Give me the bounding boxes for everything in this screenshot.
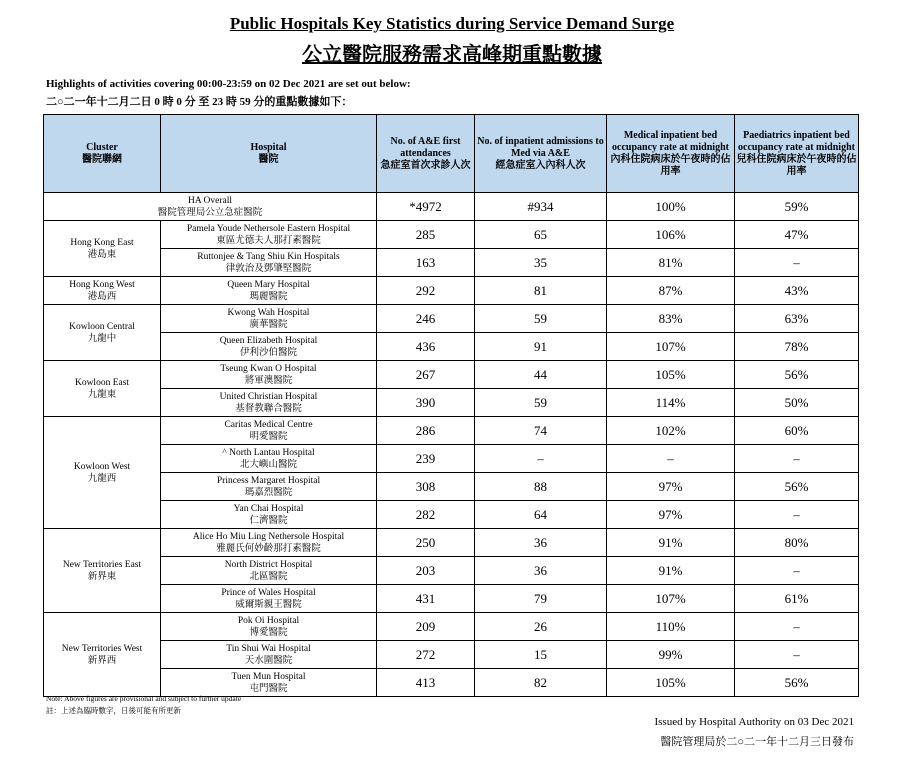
medical-rate-value: 110% [607,613,735,641]
table-row [44,501,859,529]
admissions-value: 15 [475,641,607,669]
paediatrics-rate-value: 56% [735,473,859,501]
paediatrics-rate-value: – [735,613,859,641]
overall-label: HA Overall 醫院管理局公立急症醫院 [44,193,377,221]
medical-rate-value: 97% [607,473,735,501]
medical-rate-value: 81% [607,249,735,277]
ae-value: 239 [377,445,475,473]
hospital-cell: Pok Oi Hospital 博愛醫院 [161,613,377,641]
header-hospital: Hospital 醫院 [161,115,377,193]
hospital-cell: Ruttonjee & Tang Shiu Kin Hospitals 律敦治及鄧肇堅醫院 [161,249,377,277]
hospital-cell: Caritas Medical Centre 明愛醫院 [161,417,377,445]
ae-value: 286 [377,417,475,445]
ae-value: 431 [377,585,475,613]
ae-value: 413 [377,669,475,697]
medical-rate-value: 102% [607,417,735,445]
paediatrics-rate-value: 56% [735,361,859,389]
medical-rate-value: 91% [607,557,735,585]
ae-value: 390 [377,389,475,417]
hospital-cell: ^ North Lantau Hospital 北大嶼山醫院 [161,445,377,473]
table-row [44,333,859,361]
hospital-cell: United Christian Hospital 基督教聯合醫院 [161,389,377,417]
table-row [44,529,859,557]
medical-rate-value: 107% [607,333,735,361]
ae-value: 436 [377,333,475,361]
medical-rate-value: 99% [607,641,735,669]
table-row [44,389,859,417]
paediatrics-rate-value: 56% [735,669,859,697]
table-row [44,305,859,333]
paediatrics-rate-value: 50% [735,389,859,417]
admissions-value: – [475,445,607,473]
paediatrics-rate-value: 59% [735,193,859,221]
highlight-text-chinese: 二○二一年十二月二日 0 時 0 分 至 23 時 59 分的重點數據如下： [46,96,353,108]
table-header-row [44,115,859,193]
paediatrics-rate-value: 43% [735,277,859,305]
admissions-value: 65 [475,221,607,249]
admissions-value: 91 [475,333,607,361]
footnote: Note: Above figures are provisional and subject to further update [46,694,242,703]
admissions-value: 79 [475,585,607,613]
table-row [44,669,859,697]
table-row [44,277,859,305]
ae-value: *4972 [377,193,475,221]
cluster-cell: Hong Kong East 港島東 [44,221,161,277]
hospital-cell: Yan Chai Hospital 仁濟醫院 [161,501,377,529]
medical-rate-value: 83% [607,305,735,333]
hospital-cell: Tseung Kwan O Hospital 將軍澳醫院 [161,361,377,389]
hospital-cell: Queen Mary Hospital 瑪麗醫院 [161,277,377,305]
table-row [44,557,859,585]
hospital-cell: Princess Margaret Hospital 瑪嘉烈醫院 [161,473,377,501]
hospital-cell: Kwong Wah Hospital 廣華醫院 [161,305,377,333]
table-row [44,585,859,613]
ae-value: 285 [377,221,475,249]
medical-rate-value: 105% [607,669,735,697]
hospital-cell: Alice Ho Miu Ling Nethersole Hospital 雅麗氏何妙齡那打素醫院 [161,529,377,557]
medical-rate-value: 97% [607,501,735,529]
admissions-value: 82 [475,669,607,697]
page-title: Public Hospitals Key Statistics during Service Demand Surge [229,14,675,33]
overall-row [44,193,859,221]
medical-rate-value: – [607,445,735,473]
admissions-value: 26 [475,613,607,641]
cluster-cell: Kowloon West 九龍西 [44,417,161,529]
cluster-cell: New Territories West 新界西 [44,613,161,697]
paediatrics-rate-value: – [735,641,859,669]
medical-rate-value: 106% [607,221,735,249]
hospital-cell: Queen Elizabeth Hospital 伊利沙伯醫院 [161,333,377,361]
ae-value: 308 [377,473,475,501]
paediatrics-rate-value: – [735,557,859,585]
paediatrics-rate-value: 47% [735,221,859,249]
table-row [44,249,859,277]
admissions-value: 59 [475,305,607,333]
cluster-cell: Kowloon Central 九龍中 [44,305,161,361]
admissions-value: 35 [475,249,607,277]
ae-value: 250 [377,529,475,557]
ae-value: 267 [377,361,475,389]
cluster-cell: Kowloon East 九龍東 [44,361,161,417]
paediatrics-rate-value: 80% [735,529,859,557]
highlight-text: Highlights of activities covering 00:00-23:59 on 02 Dec 2021 are set out below: [46,78,411,90]
ae-value: 282 [377,501,475,529]
paediatrics-rate-value: 63% [735,305,859,333]
issued-by: Issued by Hospital Authority on 03 Dec 2021 [654,716,854,728]
paediatrics-rate-value: – [735,445,859,473]
medical-rate-value: 87% [607,277,735,305]
admissions-value: 81 [475,277,607,305]
cluster-cell: New Territories East 新界東 [44,529,161,613]
ae-value: 246 [377,305,475,333]
statistics-table [43,114,859,697]
ae-value: 272 [377,641,475,669]
admissions-value: 36 [475,557,607,585]
issued-by-chinese: 醫院管理局於二○二一年十二月三日發布 [660,736,854,748]
table-row [44,417,859,445]
admissions-value: #934 [475,193,607,221]
admissions-value: 59 [475,389,607,417]
admissions-value: 36 [475,529,607,557]
medical-rate-value: 105% [607,361,735,389]
table-row [44,221,859,249]
header-cluster: Cluster 醫院聯網 [44,115,161,193]
admissions-value: 88 [475,473,607,501]
medical-rate-value: 100% [607,193,735,221]
hospital-cell: North District Hospital 北區醫院 [161,557,377,585]
paediatrics-rate-value: 78% [735,333,859,361]
cluster-cell: Hong Kong West 港島西 [44,277,161,305]
paediatrics-rate-value: 60% [735,417,859,445]
admissions-value: 64 [475,501,607,529]
medical-rate-value: 114% [607,389,735,417]
ae-value: 203 [377,557,475,585]
table-row [44,641,859,669]
table-row [44,445,859,473]
table-row [44,361,859,389]
admissions-value: 44 [475,361,607,389]
table-row [44,613,859,641]
paediatrics-rate-value: 61% [735,585,859,613]
hospital-cell: Tin Shui Wai Hospital 天水圍醫院 [161,641,377,669]
header-medical-occupancy: Medical inpatient bed occupancy rate at midnight 內科住院病床於午夜時的佔用率 [607,115,735,193]
header-inpatient-admissions: No. of inpatient admissions to Med via A&E 經急症室入內科人次 [475,115,607,193]
medical-rate-value: 107% [607,585,735,613]
header-ae-attendances: No. of A&E first attendances 急症室首次求診人次 [377,115,475,193]
ae-value: 292 [377,277,475,305]
ae-value: 209 [377,613,475,641]
hospital-cell: Tuen Mun Hospital 屯門醫院 [161,669,377,697]
table-row [44,473,859,501]
admissions-value: 74 [475,417,607,445]
paediatrics-rate-value: – [735,501,859,529]
medical-rate-value: 91% [607,529,735,557]
page-title-chinese: 公立醫院服務需求高峰期重點數據 [302,44,602,66]
header-paediatrics-occupancy: Paediatrics inpatient bed occupancy rate at midnight 兒科住院病床於午夜時的佔用率 [735,115,859,193]
paediatrics-rate-value: – [735,249,859,277]
hospital-cell: Prince of Wales Hospital 威爾斯親王醫院 [161,585,377,613]
ae-value: 163 [377,249,475,277]
footnote-chinese: 註：上述為臨時數字，日後可能有所更新 [46,706,181,715]
hospital-cell: Pamela Youde Nethersole Eastern Hospital 東區尤德夫人那打素醫院 [161,221,377,249]
